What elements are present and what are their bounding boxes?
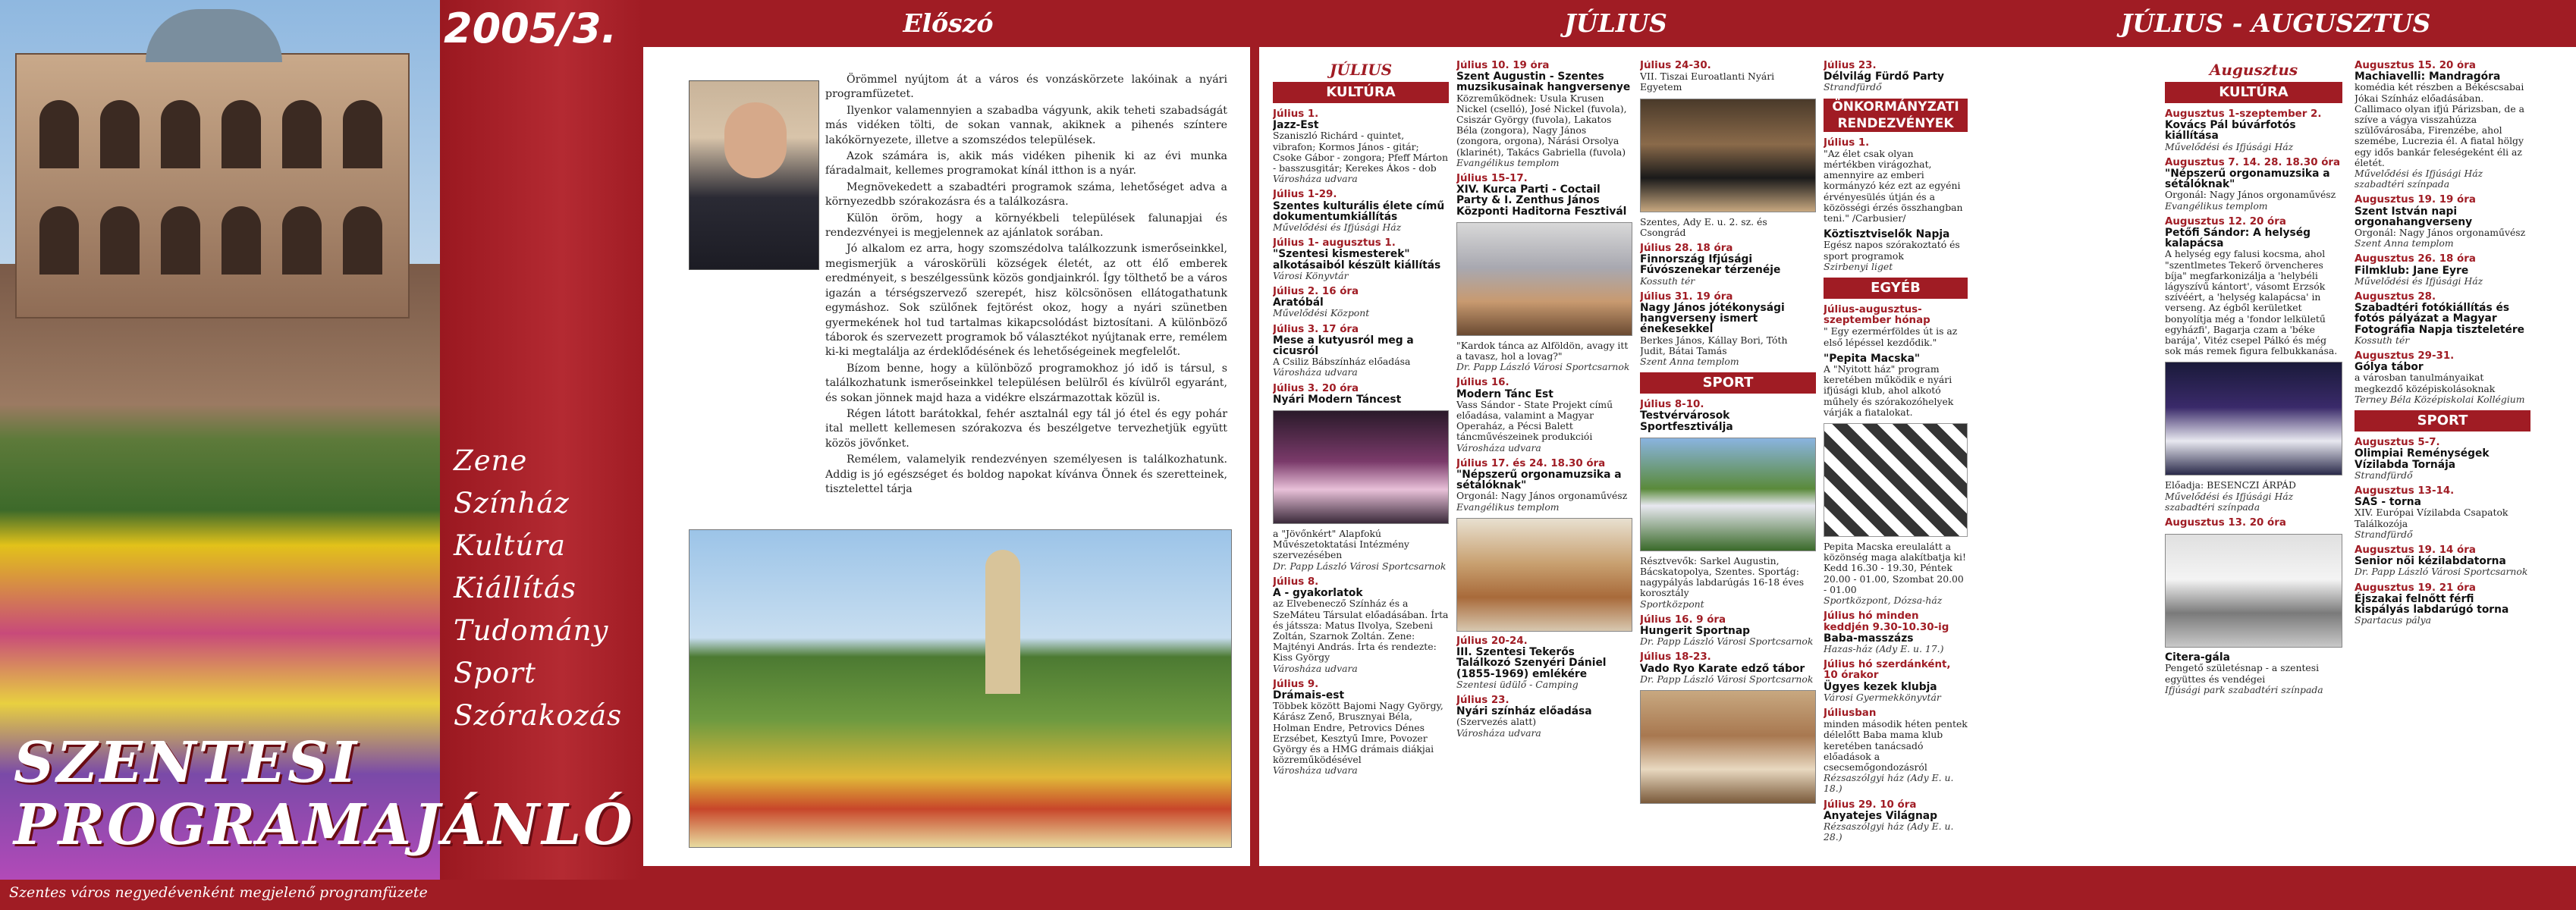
- intro-paragraph: Örömmel nyújtom át a város és vonzáskörzete lakóinak a nyári programfüzetet.: [825, 74, 1227, 101]
- event-entry: [2355, 292, 2530, 346]
- event-venue: Strandfürdő: [1824, 81, 1882, 93]
- event-entry: [1273, 287, 1449, 319]
- event-entry: [2165, 158, 2342, 212]
- intro-paragraph: Megnövekedett a szabadtéri programok száma, lehetőséget adva a környezedbb szórakozásra és a találkozásra.: [825, 180, 1227, 209]
- intro-paragraph: Remélem, valamelyik rendezvényen személyesen is találkozhatunk. Addig is jó egészséget és boldog napokat kívánva Önnek és szeretteinek, tisztelettel tárja: [825, 453, 1227, 495]
- event-entry: [1456, 340, 1632, 373]
- event-title: Szentes kulturális élete című dokumentumkiállítás: [1273, 199, 1445, 223]
- event-venue: Dr. Papp László Városi Sportcsarnok: [1273, 560, 1447, 572]
- mayor-portrait: [689, 80, 819, 270]
- event-date: Augusztus 28.: [2355, 291, 2436, 303]
- event-description: " Egy ezermérföldes út is az első lépéssel kezdődik.": [1824, 325, 1958, 348]
- palace-building: [15, 53, 410, 318]
- event-title: Finnország Ifjúsági Fúvószenekar térzenéje: [1640, 253, 1781, 277]
- event-venue: Városi Gyermekkönyvtár: [1824, 691, 1941, 703]
- header-intro: Előszó: [903, 8, 994, 38]
- event-date: Július 18-23.: [1640, 651, 1711, 664]
- event-entry: [2165, 109, 2342, 152]
- event-entry: [1640, 652, 1816, 685]
- event-entry: [2355, 61, 2530, 190]
- event-entry: [1273, 529, 1449, 572]
- event-entry: [1824, 708, 1968, 795]
- event-description: Előadja: BESENCZI ÁRPÁD: [2165, 479, 2296, 491]
- event-date: Augusztus 19. 21 óra: [2355, 582, 2476, 594]
- event-title: Baba-masszázs: [1824, 632, 1914, 645]
- dance-photo: [1273, 410, 1449, 524]
- category-item: Tudomány: [454, 614, 609, 647]
- event-date: Július 20-24.: [1456, 635, 1528, 647]
- intro-paragraph: Bízom benne, hogy a különböző programokhoz jó idő is társul, s találkozhatunk ismerőseinkkel településen belülről és kívülről egyaránt, és sokan jönnek majd haza a vidékre elszármazottak közül is.: [825, 362, 1227, 404]
- event-entry: [1273, 384, 1449, 405]
- event-description: a városban tanulmányaikat megkezdő középiskolásoknak: [2355, 372, 2496, 394]
- event-entry: [1640, 243, 1816, 287]
- event-date: Július 1.: [1824, 136, 1870, 149]
- event-entry: [1456, 61, 1632, 168]
- event-entry: [2355, 254, 2530, 287]
- event-entry: [2165, 652, 2342, 695]
- july-column-3: [1640, 61, 1816, 808]
- event-description: "Kardok tánca az Alföldön, avagy itt a tavasz, hol a lovag?": [1456, 339, 1629, 362]
- event-entry: [1824, 61, 1968, 93]
- event-description: VII. Tiszai Euroatlanti Nyári Egyetem: [1640, 71, 1775, 93]
- event-venue: Művelődési Központ: [1273, 307, 1370, 319]
- event-date: Augusztus 29-31.: [2355, 350, 2455, 362]
- event-description: A "Nyitott ház" program keretében működik e nyári ifjúsági klub, ahol alkotó műhely és szórakozóhelyek várják a fiatalokat.: [1824, 363, 1954, 418]
- event-title: Modern Tánc Est: [1456, 388, 1553, 400]
- event-venue: Evangélikus templom: [2165, 199, 2268, 212]
- event-date: Július 16.: [1456, 377, 1509, 389]
- event-title: Szabadtéri fotókiállítás és fotós pályázat a Magyar Fotográfia Napja tiszteletére: [2355, 302, 2525, 336]
- event-venue: Szirbenyi liget: [1824, 260, 1893, 272]
- event-venue: Szent Anna templom: [2355, 237, 2454, 249]
- event-title: Olimpiai Reménységek Vízilabda Tornája: [2355, 447, 2490, 471]
- event-date: Július 16. 9 óra: [1640, 613, 1726, 626]
- event-venue: Szentesi üdülő - Camping: [1456, 678, 1579, 690]
- event-venue: Terney Béla Középiskolai Kollégium: [2355, 393, 2525, 405]
- event-date: Július 23.: [1456, 694, 1509, 706]
- event-venue: Városháza udvara: [1273, 662, 1358, 674]
- event-description: Egész napos szórakoztató és sport programok: [1824, 239, 1960, 262]
- event-date: Július 9.: [1273, 678, 1319, 690]
- event-description: Közreműködnek: Usula Krusen Nickel (cselló), José Nickel (fuvola), Csiszár György (fuvola), Lakatos Béla (zongora), Nagy János (zongora, orgona), Nárási Orsolya (klarinét), Takács Gabriella (fuvola): [1456, 92, 1627, 158]
- event-venue: Művelődési és Ifjúsági Ház: [2165, 140, 2294, 152]
- event-photo: [1456, 518, 1632, 632]
- event-description: Többek között Bajomi Nagy György, Kárász Zenő, Brusznyai Béla, Holman Endre, Petrovics Dénes Erzsébet, Kesztyű Imre, Povozer György és a HMG drámais diákjai közreműködésével: [1273, 700, 1444, 766]
- event-entry: [1273, 190, 1449, 233]
- event-date: Július 29. 10 óra: [1824, 799, 1917, 811]
- event-entry: [1640, 292, 1816, 367]
- event-photo: [1640, 438, 1816, 551]
- event-entry: [1273, 238, 1449, 281]
- cover: [0, 0, 643, 910]
- event-date: Július hó szerdánként, 10 órakor: [1824, 659, 1951, 682]
- intro-text: [825, 73, 1227, 498]
- event-description: Pepita Macska ereulalátt a közönség maga alakítbatja ki! Kedd 16.30 - 19.30, Péntek 20.00 - 01.00, Szombat 20.00 - 01.00: [1824, 541, 1966, 595]
- august-column-1: [2165, 61, 2342, 701]
- event-description: "Az élet csak olyan mértékben virágozhat, amennyire az emberi kormányzó kéz ezt az egyéni érvényesülés útján és a közösségi érzés összhangban teni." /Carbusier/: [1824, 147, 1963, 224]
- event-venue: Sportközpont, Dózsa-ház: [1824, 595, 1943, 607]
- event-description: XIV. Európai Vízilabda Csapatok Találkozója: [2355, 507, 2508, 529]
- section-header: KULTÚRA: [1273, 82, 1449, 103]
- event-title: Mese a kutyusról meg a cicusról: [1273, 334, 1414, 358]
- event-entry: [1273, 679, 1449, 777]
- event-venue: Városháza udvara: [1273, 366, 1358, 378]
- event-entry: [1824, 541, 1968, 606]
- event-title: Drámais-est: [1273, 689, 1345, 701]
- event-title: XIV. Kurca Parti - Coctail Party & I. Zenthus János Központi Haditorna Fesztivál: [1456, 184, 1627, 218]
- event-date: Július 17. és 24. 18.30 óra: [1456, 457, 1606, 469]
- town-square-photo: [689, 529, 1232, 848]
- event-entry: [1456, 378, 1632, 453]
- event-date: Július 10. 19 óra: [1456, 61, 1550, 71]
- event-venue: Hazas-ház (Ady E. u. 17.): [1824, 642, 1944, 654]
- event-entry: [1640, 615, 1816, 648]
- event-title: Szent Augustin - Szentes muzsikusainak hangversenye: [1456, 71, 1631, 94]
- august-panel: [1975, 47, 2576, 866]
- event-title: "Pepita Macska": [1824, 352, 1921, 365]
- event-entry: [2165, 518, 2342, 529]
- event-title: Jazz-Est: [1273, 119, 1319, 132]
- section-header: SPORT: [2355, 410, 2530, 431]
- august-column-2: [2355, 61, 2530, 631]
- event-date: Augusztus 13. 20 óra: [2165, 517, 2286, 529]
- event-venue: Városháza udvara: [1273, 173, 1358, 185]
- event-venue: Dr. Papp László Városi Sportcsarnok: [2355, 566, 2528, 578]
- event-venue: Rézsaszólgyi ház (Ady E. u. 18.): [1824, 772, 1954, 795]
- category-item: Sport: [454, 657, 536, 689]
- event-description: (Szervezés alatt): [1456, 716, 1537, 728]
- event-description: Orgonál: Nagy János orgonaművész: [1456, 490, 1628, 502]
- event-title: Nyári Modern Táncest: [1273, 393, 1402, 406]
- event-date: Augusztus 26. 18 óra: [2355, 253, 2476, 265]
- category-item: Szórakozás: [454, 699, 623, 732]
- event-photo: [1824, 423, 1968, 537]
- intro-paragraph: Külön öröm, hogy a környékbeli települések falunapjai és rendezvényei is megjelennek az ajánlatok sorában.: [825, 212, 1227, 240]
- section-header: KULTÚRA: [2165, 82, 2342, 103]
- event-description: Résztvevők: Sarkel Augustin, Bácskatopolya, Szentes. Sportág: nagypályás labdarúgás 16-18 éves korosztály: [1640, 554, 1805, 599]
- section-header: ÖNKORMÁNYZATI RENDEZVÉNYEK: [1824, 99, 1968, 132]
- event-venue: Művelődési és Ifjúsági Ház szabadtéri színpada: [2355, 168, 2483, 190]
- event-date: Július hó minden keddjén 9.30-10.30-ig: [1824, 610, 1949, 633]
- event-description: a "Jövőnkért" Alapfokú Művészetoktatási Intézmény szervezésében: [1273, 528, 1409, 561]
- event-title: Machiavelli: Mandragóra: [2355, 71, 2501, 83]
- category-item: Zene: [454, 444, 528, 477]
- event-title: "Népszerű orgonamuzsika a sétálóknak": [1456, 469, 1622, 492]
- event-title: Petőfi Sándor: A helység kalapácsa: [2165, 227, 2311, 250]
- event-venue: Strandfürdő: [2355, 469, 2413, 481]
- event-title: Kovács Pál búvárfotós kiállítása: [2165, 119, 2296, 143]
- event-title: Citera-gála: [2165, 651, 2230, 664]
- intro-panel: [643, 47, 1250, 866]
- event-date: Július 8-10.: [1640, 399, 1704, 411]
- event-venue: Ifjúsági park szabadtéri színpada: [2165, 683, 2323, 695]
- event-venue: Dr. Papp László Városi Sportcsarnok: [1640, 673, 1814, 685]
- event-venue: Evangélikus templom: [1456, 500, 1560, 513]
- event-venue: Művelődési és Ifjúsági Ház szabadtéri színpada: [2165, 490, 2294, 513]
- event-description: minden második héten pentek délelőtt Baba mama klub keretében tanácsadó előadások a csecsemőgondozásról: [1824, 718, 1968, 773]
- event-title: Nagy János jótékonysági hangverseny ismert énekesekkel: [1640, 302, 1785, 336]
- event-entry: [2355, 486, 2530, 540]
- event-venue: Városi Könyvtár: [1273, 269, 1349, 281]
- event-entry: [2355, 438, 2530, 481]
- category-item: Színház: [454, 487, 570, 519]
- event-title: Nyári színház előadása: [1456, 705, 1592, 718]
- event-entry: [1640, 400, 1816, 432]
- event-venue: Kossuth tér: [2355, 334, 2410, 346]
- event-title: Filmklub: Jane Eyre: [2355, 264, 2469, 277]
- event-entry: [1824, 611, 1968, 654]
- header-july-aug: JÚLIUS - AUGUSZTUS: [2120, 8, 2431, 38]
- event-description: Szaniszló Richárd - quintet, vibrafon; Kormos János - gitár; Csoke Gábor - zongora; Pfeff Márton - basszusgitár; Kerekes Ákos - dob: [1273, 130, 1448, 174]
- event-entry: [1273, 577, 1449, 674]
- event-venue: Városháza udvara: [1273, 764, 1358, 777]
- month-label: JÚLIUS: [1329, 61, 1393, 79]
- event-venue: Rézsaszólgyi ház (Ady E. u. 28.): [1824, 820, 1954, 843]
- event-description: Szentes, Ady E. u. 2. sz. és Csongrád: [1640, 215, 1767, 238]
- event-date: Július 28. 18 óra: [1640, 243, 1733, 255]
- event-date: Július 1- augusztus 1.: [1273, 237, 1396, 249]
- event-title: A - gyakorlatok: [1273, 587, 1363, 600]
- event-photo: [2165, 534, 2342, 648]
- event-title: Vado Ryo Karate edző tábor: [1640, 662, 1805, 675]
- event-entry: [1456, 636, 1632, 690]
- event-venue: Művelődési és Ifjúsági Ház: [2355, 275, 2483, 287]
- event-venue: Evangélikus templom: [1456, 156, 1560, 168]
- event-photo: [1640, 690, 1816, 804]
- event-date: Augusztus 5-7.: [2355, 437, 2440, 449]
- event-entry: [1824, 229, 1968, 272]
- event-description: Orgonál: Nagy János orgonaművész: [2355, 227, 2526, 239]
- event-title: Testvérvárosok Sportfesztiválja: [1640, 410, 1733, 433]
- event-title: Aratóbál: [1273, 297, 1324, 309]
- event-entry: [1824, 800, 1968, 843]
- event-venue: Dr. Papp László Városi Sportcsarnok: [1456, 361, 1630, 373]
- event-date: Augusztus 7. 14. 28. 18.30 óra: [2165, 156, 2341, 168]
- month-label: Augusztus: [2209, 61, 2298, 79]
- event-entry: [1456, 459, 1632, 513]
- event-entry: [1640, 61, 1816, 93]
- event-date: Július 1.: [1273, 108, 1319, 120]
- event-venue: Kossuth tér: [1640, 275, 1695, 287]
- event-photo: [1640, 99, 1816, 212]
- event-entry: [1273, 325, 1449, 378]
- event-description: A helység egy falusi kocsma, ahol "szentlmetes Tekerő örvencheres bíja" megfarkonizálja a 'helybéli lágyszívű kántort', vásomt Erzsók szívéért, a 'helység kalapácsa' in verseng. Az égből kerületket bonyolítja még a 'fondor lelkületű egyházfi', Bagarja czam a 'béke barája', Vitéz csepel Pálkó és még sok más remek figura felbukkanása.: [2165, 248, 2338, 357]
- event-date: Augusztus 1-szeptember 2.: [2165, 108, 2322, 120]
- event-entry: [1456, 695, 1632, 739]
- section-header: EGYÉB: [1824, 278, 1968, 299]
- event-venue: Strandfürdő: [2355, 528, 2413, 540]
- event-photo: [2165, 362, 2342, 475]
- event-entry: [2165, 217, 2342, 357]
- event-entry: [1640, 217, 1816, 238]
- intro-paragraph: Régen látott barátokkal, fehér asztalnál egy tál jó étel és egy pohár ital mellett kellemesen szórakozva és beszélgetve tervezhetjük együtt közös jövőnket.: [825, 407, 1227, 450]
- issue-number: 2005/3.: [444, 5, 617, 52]
- event-title: Gólya tábor: [2355, 361, 2424, 374]
- intro-paragraph: Ilyenkor valamennyien a szabadba vágyunk, akik teheti szabadságát más vidéken tölti, de sokan vannak, akiknek a pihenés színtere lakókörnyezete, illetve a szomszédos települések.: [825, 104, 1227, 146]
- event-date: Július 2. 16 óra: [1273, 286, 1359, 298]
- event-title: Éjszakai felnőtt férfi kispályás labdarúgó torna: [2355, 592, 2509, 616]
- event-title: Hungerit Sportnap: [1640, 625, 1751, 638]
- event-date: Augusztus 19. 14 óra: [2355, 544, 2476, 556]
- event-description: A Csiliz Bábszínház előadása: [1273, 356, 1411, 368]
- event-description: Pengető születésnap - a szentesi együttes és vendégei: [2165, 662, 2320, 685]
- event-entry: [1824, 353, 1968, 418]
- event-entry: [2355, 351, 2530, 405]
- event-title: Köztisztviselők Napja: [1824, 228, 1950, 241]
- event-date: Augusztus 19. 19 óra: [2355, 194, 2476, 206]
- event-title: "Népszerű orgonamuzsika a sétálóknak": [2165, 168, 2330, 191]
- tagline: Szentes város negyedévenként megjelenő programfüzete: [9, 884, 428, 901]
- event-date: Július 3. 20 óra: [1273, 382, 1359, 394]
- event-entry: [2165, 480, 2342, 513]
- event-entry: [1640, 556, 1816, 610]
- event-date: Júliusban: [1824, 707, 1877, 719]
- event-venue: Dr. Papp László Városi Sportcsarnok: [1640, 635, 1814, 648]
- event-venue: Városháza udvara: [1456, 726, 1541, 739]
- section-header: SPORT: [1640, 372, 1816, 394]
- event-title: III. Szentesi Tekerős Találkozó Szenyéri Dániel (1855-1969) emlékére: [1456, 646, 1607, 680]
- event-entry: [1824, 660, 1968, 703]
- brand-line-1: SZENTESI: [14, 730, 360, 795]
- event-photo: [1456, 222, 1632, 336]
- event-date: Július-augusztus-szeptember hónap: [1824, 304, 1930, 327]
- july-column-4: [1824, 61, 1968, 848]
- event-entry: [1824, 305, 1968, 348]
- event-description: az Elvebenecző Színház és a SzeMáteu Társulat előadásában. Írta és játssza: Matus Ilvolya, Szebeni Zoltán, Szarnok Zoltán. Zene: Majtényi András. Írta és rendezte: Kiss György: [1273, 598, 1449, 664]
- category-item: Kultúra: [454, 529, 566, 562]
- event-date: Július 1-29.: [1273, 189, 1337, 201]
- event-description: Vass Sándor - State Projekt című előadása, valamint a Magyar Operaház, a Pécsi Balett táncművészeinek produkciói: [1456, 398, 1613, 443]
- event-venue: Szent Anna templom: [1640, 356, 1739, 368]
- event-date: Augusztus 12. 20 óra: [2165, 215, 2286, 228]
- category-list: [454, 440, 643, 737]
- event-description: Berkes János, Kállay Bori, Tóth Judit, Bátai Tamás: [1640, 334, 1788, 356]
- event-date: Július 23.: [1824, 61, 1877, 71]
- july-column-1: [1273, 61, 1449, 782]
- event-entry: [2355, 195, 2530, 249]
- july-column-2: [1456, 61, 1632, 744]
- brand-title: [14, 732, 635, 856]
- event-date: Július 31. 19 óra: [1640, 290, 1733, 303]
- event-venue: Sportközpont: [1640, 598, 1704, 610]
- event-date: Augusztus 15. 20 óra: [2355, 61, 2476, 71]
- event-title: Délvilág Fürdő Party: [1824, 71, 1944, 83]
- event-entry: [1273, 109, 1449, 184]
- intro-paragraph: Jó alkalom ez arra, hogy szomszédolva találkozzunk ismerőseinkkel, megismerjük a városkörüli községek életét, az ott élő emberek eredményeit, s beszélgessünk közös gondjainkról. Így tölthető be a város igazán a térségszervező szerepét, hisz kölcsönösen ellátogathatunk egymáshoz. Sok szülőnek fejtörést okoz, hogy a nyári szünetben gyermekének hol tud tartalmas kikapcsolódást biztosítani. A különböző táborok és szervezett programok bő választékot nyújtanak erre, remélem ki-ki megtalálja az érdeklődésének és lehetőségeinek megfelelőt.: [825, 243, 1227, 359]
- event-entry: [2355, 545, 2530, 578]
- header-july: JÚLIUS: [1564, 8, 1667, 38]
- event-date: Július 8.: [1273, 576, 1319, 588]
- event-venue: Művelődési és Ifjúsági Ház: [1273, 221, 1402, 234]
- event-entry: [1456, 174, 1632, 217]
- event-description: komédia két részben a Békéscsabai Jókai Színház előadásában. Callimaco olyan ifjú Párizsban, de a szíve a vágya visszahúzza szülővárosába, Firenzébe, ahol szemébe, Lucrezia él. A fiatal hölgy egy idős bankár feleségeként éli az életét.: [2355, 81, 2524, 168]
- event-date: Július 3. 17 óra: [1273, 323, 1359, 335]
- event-entry: [2355, 583, 2530, 626]
- event-venue: Spartacus pálya: [2355, 614, 2431, 626]
- event-title: Anyatejes Világnap: [1824, 809, 1937, 822]
- event-entry: [1824, 138, 1968, 224]
- event-title: SAS - torna: [2355, 496, 2421, 509]
- event-date: Augusztus 13-14.: [2355, 485, 2455, 497]
- event-date: Július 15-17.: [1456, 173, 1528, 185]
- event-title: "Szentesi kismesterek" alkotásaiból készült kiállítás: [1273, 248, 1441, 271]
- july-panel: [1259, 47, 1975, 866]
- event-title: Ügyes kezek klubja: [1824, 680, 1937, 693]
- intro-paragraph: Azok számára is, akik más vidéken pihenik ki az évi munka fáradalmait, kellemes programokat kínál itthon is a nyár.: [825, 150, 1227, 177]
- brand-line-2: PROGRAMAJÁNLÓ: [14, 792, 635, 858]
- event-date: Július 24-30.: [1640, 61, 1711, 71]
- event-title: Szent István napi orgonahangverseny: [2355, 205, 2473, 228]
- category-item: Kiállítás: [454, 572, 576, 604]
- event-venue: Városháza udvara: [1456, 441, 1541, 453]
- event-description: Orgonál: Nagy János orgonaművész: [2165, 189, 2336, 201]
- event-title: Senior női kézilabdatorna: [2355, 555, 2506, 568]
